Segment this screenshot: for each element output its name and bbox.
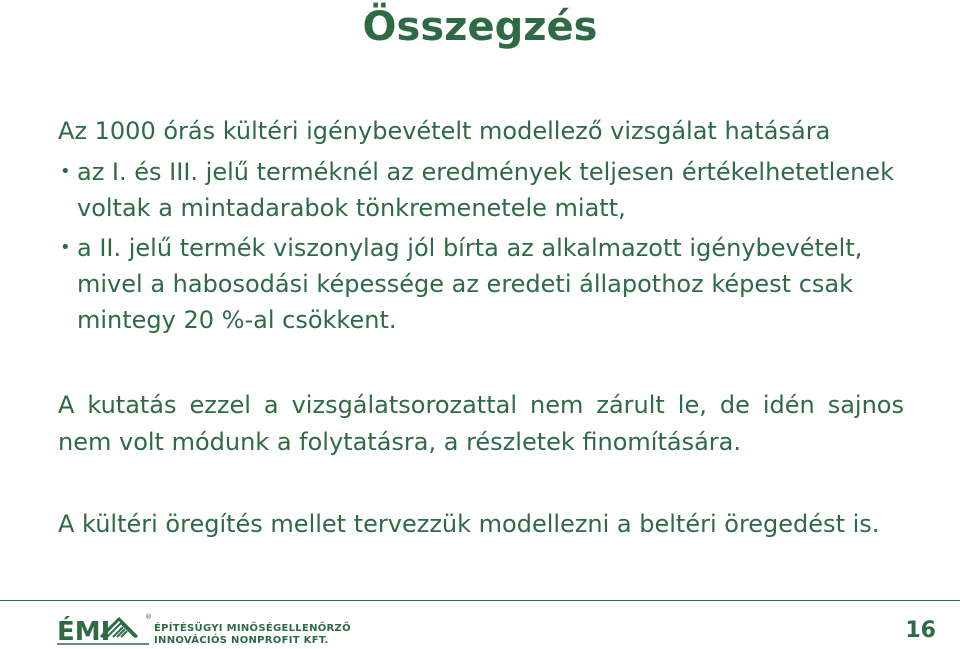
logo-line-2: INNOVÁCIÓS NONPROFIT KFT. (154, 635, 329, 646)
logo-line-1: ÉPÍTÉSÜGYI MINŐSÉGELLENŐRZŐ (154, 623, 351, 634)
bullet-list (58, 154, 918, 342)
svg-text:ÉMI: ÉMI (57, 617, 111, 645)
emi-logo-icon (57, 607, 153, 645)
paragraph-plans: A kültéri öregítés mellet tervezzük modellezni a beltéri öregedést is. (58, 510, 880, 538)
footer-logo (57, 607, 351, 646)
bullet-item (58, 230, 918, 338)
svg-text:®: ® (145, 613, 152, 621)
paragraph-research: A kutatás ezzel a vizsgálatsorozattal nem zárult le, de idén sajnos nem volt módunk a folytatásra, a részletek finomítására. (58, 391, 904, 456)
bullet-text: a II. jelű termék viszonylag jól bírta az alkalmazott igénybevételt, mivel a habosodási képessége az eredeti állapothoz képest csak mintegy 20 %-al csökkent. (77, 234, 863, 334)
bullet-icon: • (60, 237, 71, 258)
bullet-icon: • (60, 161, 71, 182)
footer-divider (0, 600, 960, 601)
bullet-text: az I. és III. jelű terméknél az eredmények teljesen értékelhetetlenek voltak a mintadarabok tönkremenetele miatt, (77, 158, 894, 222)
page-number: 16 (905, 618, 936, 643)
intro-text: Az 1000 órás kültéri igénybevételt modellező vizsgálat hatására (58, 117, 831, 145)
bullet-item (58, 154, 918, 226)
slide-title: Összegzés (362, 4, 598, 50)
